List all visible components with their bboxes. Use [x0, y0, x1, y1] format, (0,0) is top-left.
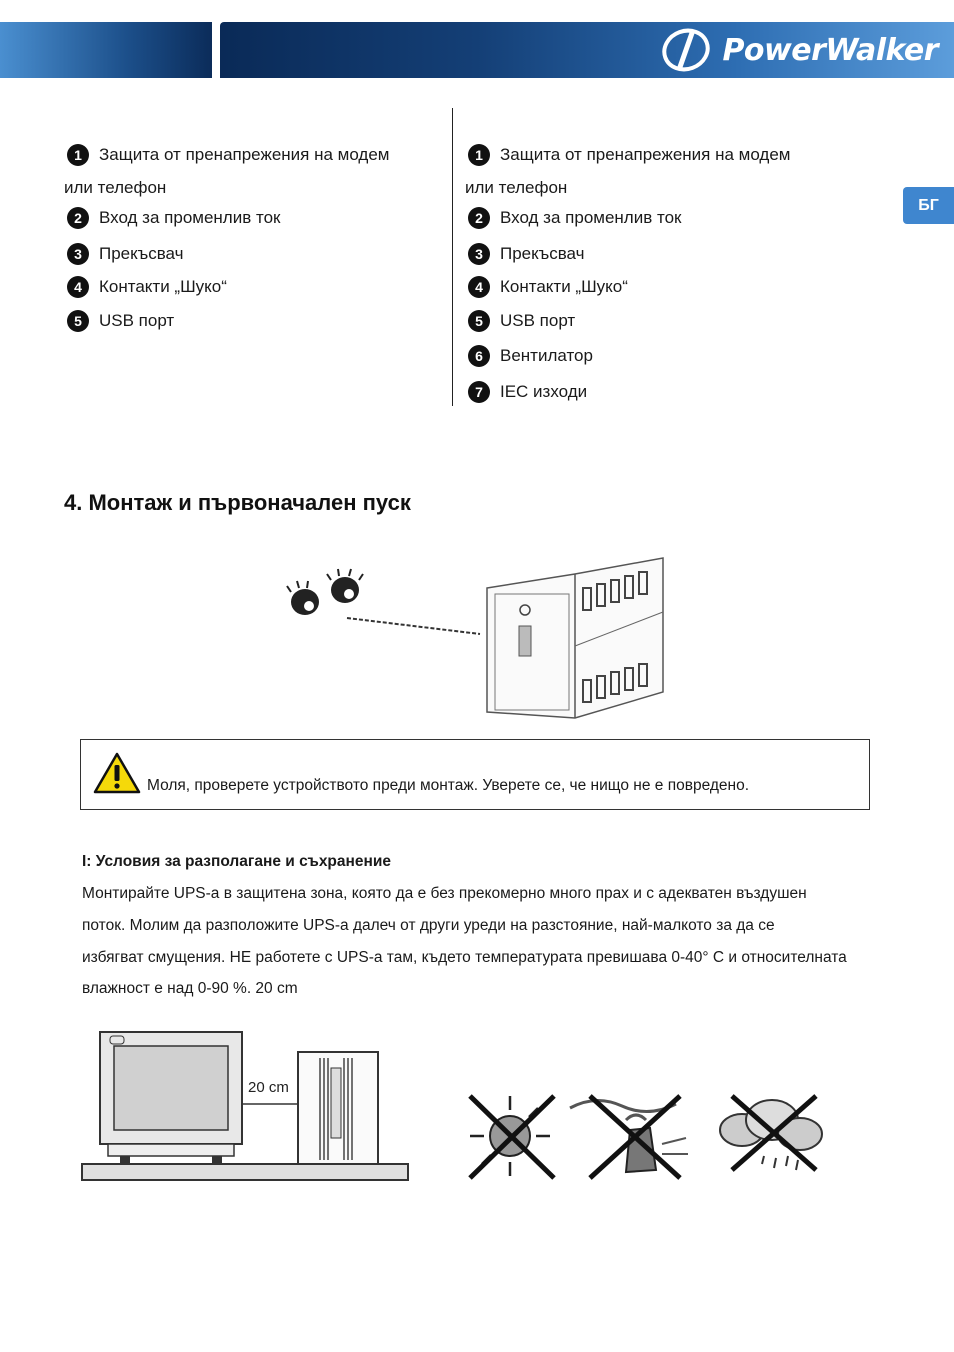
list-item	[465, 243, 584, 265]
ups-tower-drawing	[298, 1052, 378, 1164]
monitor-drawing	[100, 1032, 242, 1164]
language-tab[interactable]: БГ	[903, 187, 954, 224]
subsection-title: I: Условия за разполагане и съхранение	[82, 853, 392, 870]
list-item	[465, 276, 628, 298]
number-badge: 3	[468, 243, 490, 265]
no-heat-icon	[566, 1090, 690, 1182]
paragraph-line: влажност е над 0-90 %. 20 cm	[82, 980, 298, 997]
number-badge: 1	[468, 144, 490, 166]
number-badge: 4	[468, 276, 490, 298]
list-item-label: Вход за променлив ток	[99, 208, 281, 227]
list-item	[64, 243, 183, 265]
list-item-label: USB порт	[99, 311, 175, 330]
list-item-label: Прекъсвач	[99, 244, 184, 263]
warning-text: Моля, проверете устройството преди монтаж. Уверете се, че нищо не е повредено.	[147, 777, 749, 794]
list-item-label: Вентилатор	[500, 346, 593, 365]
number-badge: 4	[67, 276, 89, 298]
list-item-label: IEC изходи	[500, 382, 588, 401]
list-item-continuation: или телефон	[465, 178, 568, 197]
list-item-label: Контакти „Шуко“	[99, 277, 227, 296]
list-item	[465, 144, 791, 166]
list-item-continuation: или телефон	[64, 178, 167, 197]
distance-label: 20 cm	[248, 1079, 289, 1096]
logo-mark-icon	[658, 27, 714, 73]
header-bar-left	[0, 22, 212, 78]
placement-illustration	[80, 1028, 412, 1184]
ups-unit-drawing	[487, 558, 663, 718]
paragraph-line: Монтирайте UPS-а в защитена зона, която да е без прекомерно много прах и с адекватен въздушен	[82, 885, 807, 902]
number-badge: 5	[67, 310, 89, 332]
inspect-ups-illustration	[285, 552, 670, 722]
list-item	[465, 310, 575, 332]
powerwalker-logo	[658, 26, 938, 74]
list-item-label: Вход за променлив ток	[500, 208, 682, 227]
list-item-label: Защита от пренапрежения на модем	[99, 145, 390, 164]
number-badge: 1	[67, 144, 89, 166]
list-item-label: Защита от пренапрежения на модем	[500, 145, 791, 164]
warning-box	[80, 739, 870, 810]
paragraph-line: избягват смущения. НЕ работете с UPS-а там, където температурата превишава 0-40° C и относителната	[82, 949, 847, 966]
list-item	[64, 207, 280, 229]
list-item	[465, 381, 587, 403]
eyes-icon	[287, 569, 363, 615]
paragraph-line: поток. Молим да разположите UPS-а далеч от други уреди на разстояние, най-малкото за да се	[82, 917, 775, 934]
logo-text: PowerWalker	[722, 32, 938, 68]
column-divider	[452, 108, 453, 406]
list-item	[64, 144, 390, 166]
number-badge: 3	[67, 243, 89, 265]
no-rain-icon	[712, 1090, 830, 1182]
no-sunlight-icon	[464, 1090, 560, 1182]
list-item	[64, 310, 174, 332]
number-badge: 5	[468, 310, 490, 332]
number-badge: 7	[468, 381, 490, 403]
warning-icon	[93, 752, 141, 794]
list-item	[64, 276, 227, 298]
list-item-label: USB порт	[500, 311, 576, 330]
number-badge: 6	[468, 345, 490, 367]
list-item	[465, 207, 681, 229]
list-item	[465, 345, 593, 367]
list-item-label: Прекъсвач	[500, 244, 585, 263]
number-badge: 2	[67, 207, 89, 229]
number-badge: 2	[468, 207, 490, 229]
section-title: 4. Монтаж и първоначален пуск	[64, 490, 411, 515]
list-item-label: Контакти „Шуко“	[500, 277, 628, 296]
